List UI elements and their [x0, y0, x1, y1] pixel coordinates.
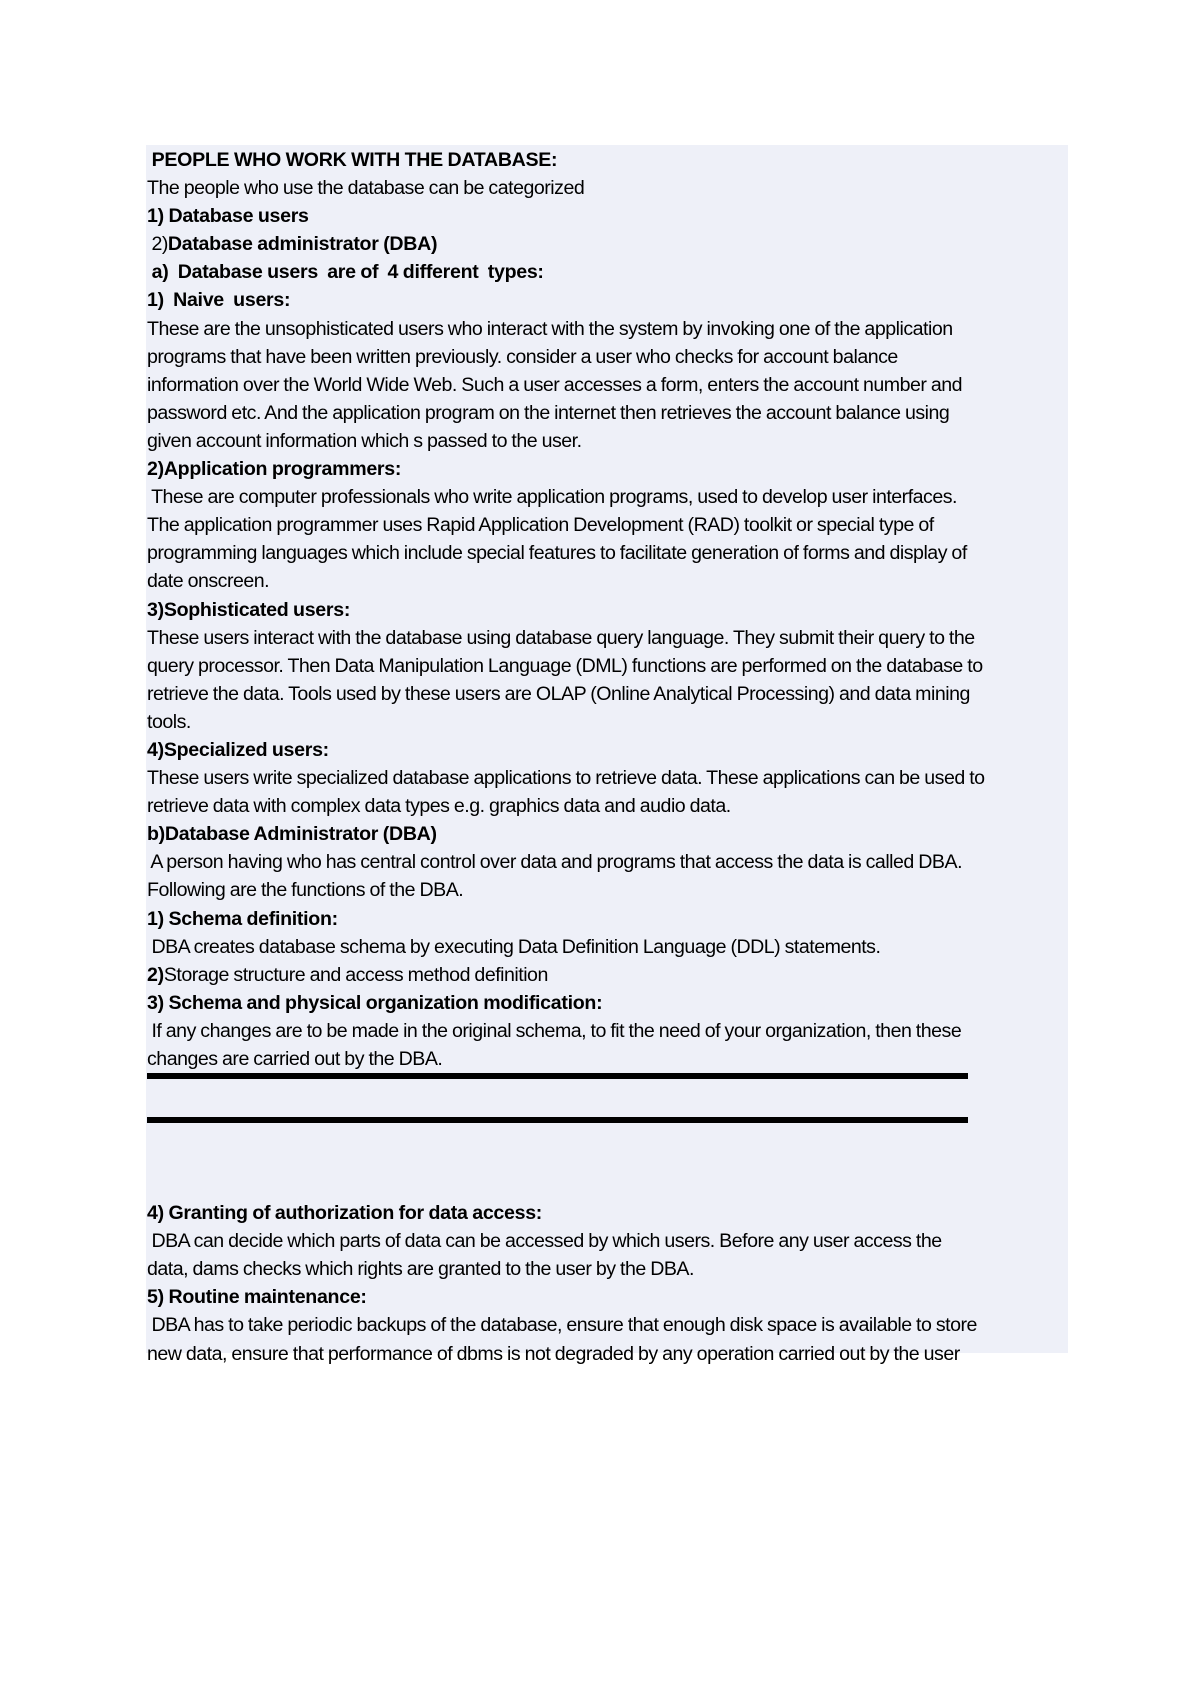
- authorization-text: DBA can decide which parts of data can be accessed by which users. Before any user access the: [147, 1230, 942, 1253]
- application-programmers-heading: 2)Application programmers:: [147, 458, 402, 481]
- sophisticated-users-heading: 3)Sophisticated users:: [147, 598, 351, 621]
- category-dba-label: Database administrator (DBA): [167, 233, 438, 256]
- schema-definition-heading: 1) Schema definition:: [147, 907, 338, 930]
- schema-modification-text: If any changes are to be made in the original schema, to fit the need of your organization, then these: [147, 1019, 962, 1042]
- naive-users-text: These are the unsophisticated users who interact with the system by invoking one of the application: [147, 317, 953, 340]
- naive-users-text: given account information which s passed to the user.: [147, 429, 582, 452]
- authorization-heading: 4) Granting of authorization for data access:: [147, 1202, 543, 1225]
- dba-heading: b)Database Administrator (DBA): [147, 823, 437, 846]
- naive-users-text: password etc. And the application program on the internet then retrieves the account balance using: [147, 401, 950, 424]
- document-title: PEOPLE WHO WORK WITH THE DATABASE:: [147, 149, 558, 171]
- application-programmers-text: programming languages which include special features to facilitate generation of forms and display of: [147, 542, 967, 565]
- schema-modification-text: changes are carried out by the DBA.: [147, 1048, 443, 1070]
- page-break-gap: [147, 1073, 1067, 1199]
- dba-text: A person having who has central control over data and programs that access the data is called DBA.: [147, 851, 963, 874]
- document-body: [147, 146, 1067, 1368]
- dba-text: Following are the functions of the DBA.: [147, 879, 464, 902]
- application-programmers-text: date onscreen.: [147, 570, 270, 593]
- routine-maintenance-heading: 5) Routine maintenance:: [147, 1286, 367, 1309]
- application-programmers-text: The application programmer uses Rapid Application Development (RAD) toolkit or special type of: [147, 514, 934, 537]
- category-dba: [147, 230, 1067, 258]
- sophisticated-users-text: retrieve the data. Tools used by these users are OLAP (Online Analytical Processing) and data mining: [147, 682, 970, 705]
- authorization-text: data, dams checks which rights are granted to the user by the DBA.: [147, 1258, 694, 1281]
- sophisticated-users-text: These users interact with the database using database query language. They submit their query to the: [147, 626, 975, 649]
- sophisticated-users-text: query processor. Then Data Manipulation Language (DML) functions are performed on the database to: [147, 654, 983, 677]
- specialized-users-heading: 4)Specialized users:: [147, 738, 329, 761]
- storage-structure-text: Storage structure and access method definition: [163, 963, 548, 986]
- category-dba-number: 2): [147, 233, 168, 256]
- intro-text: The people who use the database can be categorized: [147, 177, 585, 200]
- specialized-users-text: retrieve data with complex data types e.g. graphics data and audio data.: [147, 795, 731, 818]
- types-heading: a) Database users are of 4 different types:: [147, 261, 544, 284]
- sophisticated-users-text: tools.: [147, 710, 191, 733]
- routine-maintenance-text: new data, ensure that performance of dbms is not degraded by any operation carried out by the user: [147, 1342, 960, 1365]
- storage-structure-number: 2): [147, 963, 164, 986]
- naive-users-heading: 1) Naive users:: [147, 289, 291, 312]
- application-programmers-text: These are computer professionals who write application programs, used to develop user interfaces.: [147, 486, 957, 509]
- horizontal-rule: [147, 1073, 968, 1079]
- schema-definition-text: DBA creates database schema by executing Data Definition Language (DDL) statements.: [147, 935, 881, 958]
- naive-users-text: programs that have been written previously. consider a user who checks for account balance: [147, 345, 898, 368]
- naive-users-text: information over the World Wide Web. Such a user accesses a form, enters the account number and: [147, 373, 963, 396]
- specialized-users-text: These users write specialized database applications to retrieve data. These applications can be used to: [147, 767, 985, 790]
- category-database-users: 1) Database users: [147, 205, 309, 228]
- schema-modification-heading: 3) Schema and physical organization modification:: [147, 991, 603, 1014]
- storage-structure-item: [147, 961, 1067, 989]
- routine-maintenance-text: DBA has to take periodic backups of the database, ensure that enough disk space is available to store: [147, 1314, 977, 1337]
- horizontal-rule: [147, 1117, 968, 1123]
